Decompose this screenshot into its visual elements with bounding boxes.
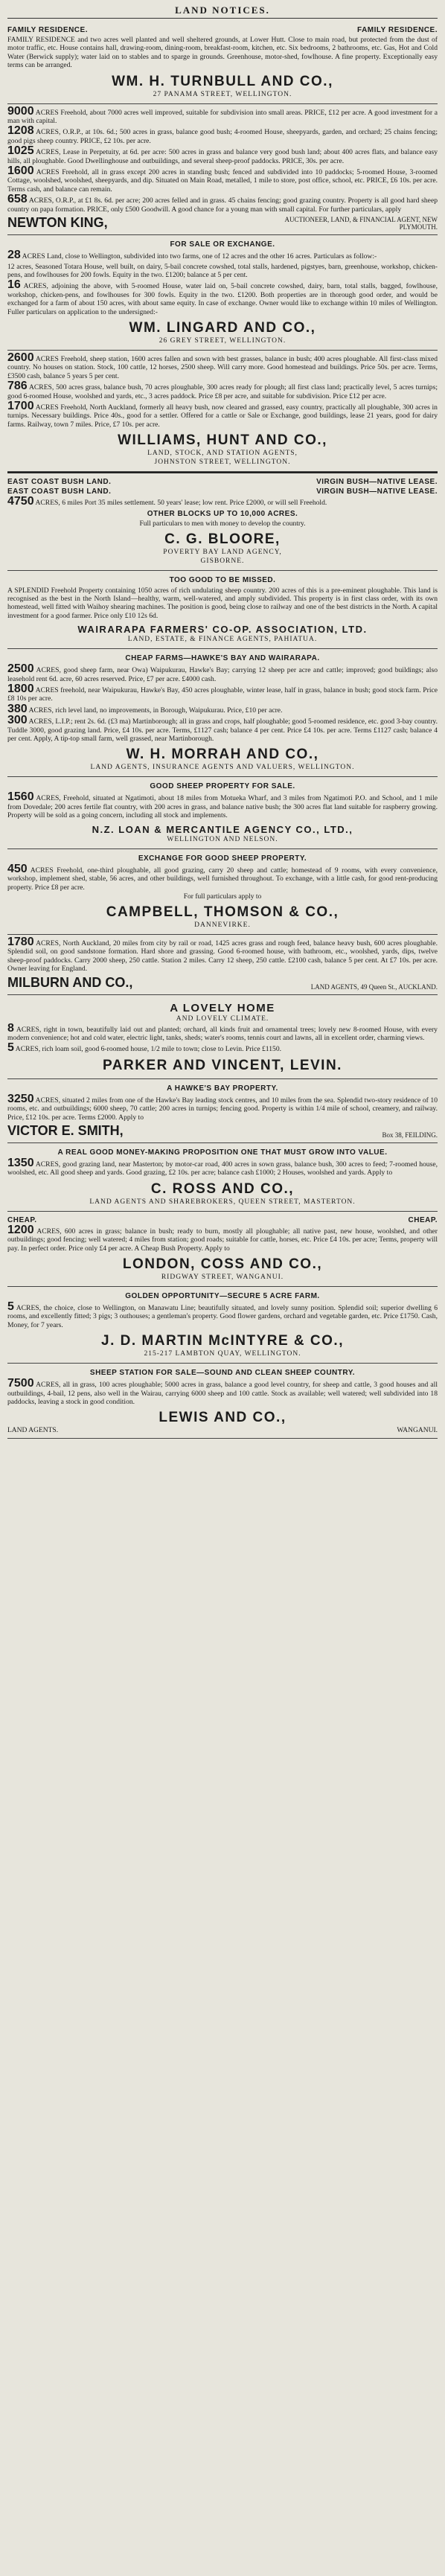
ad-lingard bbox=[7, 235, 438, 351]
ad-body-text: ACRES Freehold, all in grass except 200 acres in standing bush; fenced and subdivided into 10 paddocks; 5-roomed House, 3-roomed Cottage, woolshed, woolshed, sheepyards, and dip. Situated on Main Road, metalled, 1 mile to store, post office, school, etc. PRICE, £6 10s. per acre. Terms cash, and balance can remain. bbox=[7, 168, 438, 194]
ad-body-text: ACRES, the choice, close to Wellington, on Manawatu Line; beautifully situated, and lovely sunny position. Splendid soil; superior dwelling 6 rooms, and excellently fitted; 3 pigs; 3 outhouses; a gentleman's property. Good flower gardens, orchard and vegetable garden, etc. Price £1750. Cash, Money, for 7 years. bbox=[7, 1304, 438, 1329]
agent-address: LAND AGENTS, INSURANCE AGENTS AND VALUERS, WELLINGTON. bbox=[90, 764, 355, 772]
ad-subhead: SHEEP STATION FOR SALE—SOUND AND CLEAN SHEEP COUNTRY. bbox=[89, 1369, 356, 1378]
ad-paragraph bbox=[7, 251, 438, 261]
agent-info-right: WANGANUI. bbox=[397, 1427, 438, 1435]
acreage-figure: 5 bbox=[7, 1041, 14, 1055]
ad-heading-right: VIRGIN BUSH—NATIVE LEASE. bbox=[316, 488, 438, 496]
ad-body-text: ACRES, O.R.P., at 10s. 6d.; 500 acres in grass, balance good bush; 4-roomed House, sheepyards, garden, and orchard; 25 chains fencing; good pigs sheep country. PRICE, £2 10s. per acre. bbox=[7, 128, 438, 145]
ad-subhead: FOR SALE OR EXCHANGE. bbox=[170, 240, 275, 249]
ad-paragraph bbox=[7, 382, 438, 400]
ad-subtitle: AND LOVELY CLIMATE. bbox=[176, 1014, 269, 1023]
acreage-figure: 658 bbox=[7, 193, 28, 206]
agent-name: LONDON, COSS AND CO., bbox=[122, 1256, 323, 1272]
acreage-figure: 380 bbox=[7, 702, 28, 715]
acreage-figure: 2600 bbox=[7, 351, 34, 364]
acreage-figure: 1800 bbox=[7, 683, 34, 696]
ad-paragraph bbox=[7, 1223, 438, 1253]
ad-paragraph bbox=[7, 36, 438, 70]
agent-name: PARKER AND VINCENT, LEVIN. bbox=[103, 1057, 342, 1073]
ad-body-text: FAMILY RESIDENCE and two acres well planted and well sheltered grounds, at Lower Hutt. Close to main road, but protected from the dust of motor traffic, etc. House contains hall, drawing-room, dining-room, breakfast-room, kitchen, etc. Six bedrooms, 2 bathrooms, etc. Gas, Hot and Cold Water (Berwick supply); water laid on to stables and to sparge in grounds. Greenhouse, motor-shed, fowlhouse. A fine property. Exceptionally easy terms can be arranged. bbox=[7, 36, 438, 70]
agent-name: CAMPBELL, THOMSON & CO., bbox=[106, 904, 339, 920]
ad-paragraph bbox=[7, 164, 438, 194]
ad-subhead: A REAL GOOD MONEY-MAKING PROPOSITION ONE THAT MUST GROW INTO VALUE. bbox=[57, 1148, 388, 1157]
ad-body-text: ACRES, 600 acres in grass; balance in bush; ready to burn, mostly all ploughable; all native past, new house, woolshed, and other outbuildings; good fencing; well watered; 4 miles from station; good roads; suitable for cattle, horses, etc. Price £4 10s. per acre; Terms, property will pay. In perfect order. Price only £4 per acre. A Cheap Bush Property. Apply to bbox=[7, 1227, 438, 1253]
ad-paragraph bbox=[7, 790, 438, 820]
acreage-figure: 2500 bbox=[7, 662, 34, 676]
ad-body-text: ACRES, L.I.P.; rent 2s. 6d. (£3 ma) Martinborough; all in grass and crops, half ploughable; good 5-roomed residence, etc. good 3-bay country. Tuddle 3000, good grazing land. Price, £4 10s. per acre. Terms, £1127 cash; balance 4 per cent. Price £4 10s. per acre. Terms £1127 cash; balance 4 per cent. Apply, A tip-top small farm, well grassed, near Martinborough. bbox=[7, 717, 438, 744]
ad-signature bbox=[7, 975, 438, 991]
agent-name: WM. LINGARD AND CO., bbox=[129, 319, 316, 336]
agent-address: LAND AGENTS AND SHAREBROKERS, QUEEN STREET, MASTERTON. bbox=[89, 1198, 356, 1206]
acreage-figure: 5 bbox=[7, 1300, 14, 1313]
ad-body-text: A SPLENDID Freehold Property containing 1050 acres of rich undulating sheep country. 200 acres of this is a pre-eminent ploughable. This land is recognised as the best in the North Island—healthy, warm, well-watered, and amply subdivided. This property is in first class order, with its own homestead, well fitted with Waihoy shearing machines. The position is good, being close to railway and one of the best districts in the North. A capital investment for a good farmer. Price only £10 12s 6d. bbox=[7, 586, 438, 620]
ad-body-text: ACRES, adjoining the above, with 5-roomed House, water laid on, 5-bail concrete cowshed, dairy, barn, total stalls, bagged, fowlhouse, workshop, chicken-pens, and fowlhouses for 300 fowls. Equity in the two. £1200. Both properties are in thorough good order, and would be exchanged for a farm of about 150 acres, with about same equity. In case of exchange. Owner would like to exchange within 10 miles of Wellington. Fuller particulars on application to the undersigned:- bbox=[7, 282, 438, 316]
ad-paragraph bbox=[7, 263, 438, 280]
ad-paragraph bbox=[7, 399, 438, 429]
agent-address: WELLINGTON AND NELSON. bbox=[167, 835, 278, 843]
agent-info bbox=[7, 1427, 438, 1434]
ad-smith bbox=[7, 1079, 438, 1143]
ad-turnbull bbox=[7, 22, 438, 104]
ad-paragraph bbox=[7, 662, 438, 683]
ad-heading-left: EAST COAST BUSH LAND. bbox=[7, 478, 112, 487]
ad-morrah bbox=[7, 649, 438, 777]
ad-campbell bbox=[7, 849, 438, 935]
agent-address-line: GISBORNE. bbox=[200, 557, 245, 565]
ad-paragraph bbox=[7, 124, 438, 145]
ad-subhead: EXCHANGE FOR GOOD SHEEP PROPERTY. bbox=[138, 854, 307, 863]
acreage-figure: 4750 bbox=[7, 495, 34, 508]
ad-body-text: 12 acres, Seasoned Totara House, well built, on dairy, 5-bail concrete cowshed, total stalls, hardened, pigstyes, barn, greenhouse, workshop, chicken-pens, and fowlhouses for 200 fowls. Equity in the two. £1200; balance at 5 per cent. bbox=[7, 262, 438, 279]
section-header: LAND NOTICES. bbox=[7, 4, 438, 19]
acreage-figure: 1600 bbox=[7, 164, 34, 178]
ad-heading-row bbox=[7, 478, 438, 486]
ad-heading-left: EAST COAST BUSH LAND. bbox=[7, 488, 112, 496]
ad-bloore bbox=[7, 472, 438, 570]
ad-paragraph bbox=[7, 1300, 438, 1329]
ad-body-text: ACRES, right in town, beautifully laid out and planted; orchard, all kinds fruit and ornamental trees; lovely new 8-roomed House, with every modern convenience; hot and cold water, electric light, tanks, sheds; water's rooms, tennis court and lawns, all in excellent order, charming views. bbox=[7, 1025, 438, 1042]
ad-note: Full particulars to men with money to develop the country. bbox=[139, 520, 306, 528]
ad-heading-right: VIRGIN BUSH—NATIVE LEASE. bbox=[316, 478, 438, 487]
ad-lewis bbox=[7, 1364, 438, 1439]
ad-subhead bbox=[7, 1216, 438, 1224]
ad-nzloan bbox=[7, 777, 438, 848]
agent-name: C. ROSS AND CO., bbox=[150, 1180, 295, 1197]
ad-body-text: ACRES Freehold, about 7000 acres well improved, suitable for subdivision into small areas. PRICE, £12 per acre. A good investment for a man with capital. bbox=[7, 108, 438, 126]
agent-address: 215-217 LAMBTON QUAY, WELLINGTON. bbox=[144, 1350, 301, 1358]
ad-body-text: ACRES, 500 acres grass, balance bush, 70 acres ploughable, 300 acres ready for plough; all first class land; practically level, 5 acres turnips; good 6-roomed House, woolshed and yards, etc., 3 acres paddock. Price £8 per acre, and suitable for subdivision. Price £12 per acre. bbox=[7, 383, 438, 400]
ad-paragraph bbox=[7, 935, 438, 974]
agent-address-line: LAND, STOCK, AND STATION AGENTS, bbox=[147, 450, 298, 458]
ad-paragraph bbox=[7, 702, 438, 715]
ad-note: For full particulars apply to bbox=[183, 892, 262, 901]
acreage-figure: 9000 bbox=[7, 104, 34, 118]
ad-wairarapa bbox=[7, 571, 438, 650]
ad-paragraph bbox=[7, 1379, 438, 1406]
ad-paragraph bbox=[7, 1043, 438, 1053]
ad-subhead-right: FAMILY RESIDENCE. bbox=[357, 26, 438, 34]
agent-info: Box 38, FEILDING. bbox=[382, 1131, 438, 1139]
ad-newton bbox=[7, 104, 438, 235]
ad-heading-row bbox=[7, 488, 438, 496]
acreage-figure: 1700 bbox=[7, 399, 34, 412]
ad-subhead: A HAWKE'S BAY PROPERTY. bbox=[167, 1084, 278, 1093]
acreage-figure: 16 bbox=[7, 278, 21, 292]
ad-body-text: ACRES freehold, near Waipukurau, Hawke's Bay, 450 acres ploughable, winter lease, half in grass, balance in bush; good stock farm. Price £8 10s per acre. bbox=[7, 686, 438, 703]
agent-name: J. D. MARTIN McINTYRE & CO., bbox=[101, 1333, 344, 1349]
agent-info: AUCTIONEER, LAND, & FINANCIAL AGENT, NEW PLYMOUTH. bbox=[284, 216, 438, 231]
agent-name: WAIRARAPA FARMERS' CO-OP. ASSOCIATION, LTD. bbox=[77, 624, 368, 636]
agent-name: WILLIAMS, HUNT AND CO., bbox=[118, 432, 327, 449]
ads-container bbox=[7, 22, 438, 1439]
agent-info-left: LAND AGENTS. bbox=[7, 1427, 59, 1435]
ad-body-text: ACRES, all in grass, 100 acres ploughable; 5000 acres in grass, balance a good level country, for sheep and cattle, 3 good houses and all outbuildings, 4-bail, 12 pens, also well in the Wairau, carrying 6000 sheep and 100 cattle. Stock as available; well watered; well subdivided into 18 paddocks, leaving a stock in good condition. bbox=[7, 1381, 438, 1407]
acreage-figure: 1780 bbox=[7, 935, 34, 948]
acreage-figure: 786 bbox=[7, 380, 28, 393]
acreage-figure: 1200 bbox=[7, 1223, 34, 1236]
ad-subhead bbox=[7, 26, 438, 34]
ad-paragraph bbox=[7, 195, 438, 214]
agent-name: C. G. BLOORE, bbox=[164, 531, 281, 547]
acreage-figure: 1350 bbox=[7, 1156, 34, 1169]
ad-body-text: ACRES, 6 miles Port 35 miles settlement. 50 years' lease; low rent. Price £2000, or will sell Freehold. bbox=[35, 499, 327, 508]
ad-body-text: ACRES Land, close to Wellington, subdivided into two farms, one of 12 acres and the other 16 acres. Particulars as follow:- bbox=[22, 252, 377, 261]
agent-address: LAND, ESTATE, & FINANCE AGENTS, PAHIATUA. bbox=[127, 636, 318, 644]
agent-name: WM. H. TURNBULL AND CO., bbox=[112, 73, 333, 89]
ad-parker bbox=[7, 995, 438, 1079]
agent-info: LAND AGENTS, 49 Queen St., AUCKLAND. bbox=[310, 982, 438, 991]
acreage-figure: 1560 bbox=[7, 790, 34, 804]
agent-name: N.Z. LOAN & MERCANTILE AGENCY CO., LTD., bbox=[92, 823, 353, 835]
ad-paragraph bbox=[7, 1021, 438, 1043]
ad-subhead: TOO GOOD TO BE MISSED. bbox=[169, 575, 276, 584]
ad-signature bbox=[7, 215, 438, 231]
acreage-figure: 1208 bbox=[7, 124, 34, 138]
ad-williams bbox=[7, 351, 438, 472]
acreage-figure: 450 bbox=[7, 862, 28, 875]
agent-address-line: JOHNSTON STREET, WELLINGTON. bbox=[154, 458, 291, 467]
ad-paragraph bbox=[7, 1156, 438, 1177]
ad-body-text: ACRES, O.R.P., at £1 8s. 6d. per acre; 200 acres felled and in grass. 45 chains fencing; good grazing country. Property is all good hard sheep country on papa formation. PRICE, only £500 Goodwill. A good chance for a young man with small capital. For further particulars, apply bbox=[7, 196, 438, 214]
ad-subhead-left: CHEAP. bbox=[7, 1215, 37, 1224]
ad-ross bbox=[7, 1143, 438, 1212]
ad-body-text: ACRES Freehold, North Auckland, formerly all heavy bush, now cleared and grassed, easy country, practically all ploughable, 300 acres in turnips. Necessary buildings. Price 40s., good for a settler. Offered for a cattle or Sale or Exchange, good buildings, lease 21 years, good for dairy farms. Railway, town 7 miles. Price, £7 10s. per acre. bbox=[7, 403, 438, 429]
acreage-figure: 3250 bbox=[7, 1092, 34, 1105]
ad-body-text: ACRES, Freehold, situated at Ngatimoti, about 18 miles from Motueka Wharf, and 3 miles from Ngatimoti P.O. and School, and 1 mile from Dovedale; 200 acres fertile flat country, with 200 acres in grass, and balance native bush; the 300 acres flat land suitable for raspberry growing. Property will be sold as a going concern, including all stock and implements. bbox=[7, 794, 438, 820]
ad-subhead: CHEAP FARMS—HAWKE'S BAY AND WAIRARAPA. bbox=[125, 654, 320, 663]
ad-body-text: ACRES, rich level land, no improvements, in Borough, Waipukurau. Price, £10 per acre. bbox=[28, 706, 283, 715]
ad-paragraph bbox=[7, 104, 438, 126]
ad-paragraph bbox=[7, 685, 438, 703]
acreage-figure: 7500 bbox=[7, 1377, 34, 1390]
ad-body-text: ACRES Freehold, one-third ploughable, all good grazing, carry 20 sheep and cattle; homestead of 9 rooms, with every convenience, workshop, implement shed, stable, 56 acres, and other buildings, well furnished throughout. To exchange, with a little cash, for good rent-producing property. Price £8 per acre. bbox=[7, 866, 438, 892]
agent-address: 27 PANAMA STREET, WELLINGTON. bbox=[153, 90, 292, 98]
agent-name: VICTOR E. SMITH, bbox=[7, 1122, 124, 1138]
ad-subhead: GOLDEN OPPORTUNITY—SECURE 5 ACRE FARM. bbox=[125, 1292, 320, 1300]
ad-body-text: ACRES, situated 2 miles from one of the Hawke's Bay leading stock centres, and 10 miles from the sea. Splendid two-story residence of 10 rooms, etc. and outbuildings; 6000 sheep, 70 cattle; 200 acres in turnips; fencing good. Property is within 1/4 mile of school, creamery, and railway. Price, £12 10s. per acre. Terms £2000. Apply to bbox=[7, 1096, 438, 1122]
ad-title: A LOVELY HOME bbox=[170, 1001, 275, 1014]
ad-martin bbox=[7, 1287, 438, 1364]
ad-paragraph bbox=[7, 497, 438, 507]
ad-body-text: ACRES, good grazing land, near Masterton; by motor-car road, 400 acres in sown grass, balance bush, 300 acres to feed; 7-roomed house, woolshed, etc. All good sheep and yards. Good grazing, £2 10s. per acre; balance cash £1000; 2 Houses, woolshed and yards. Apply to bbox=[7, 1160, 438, 1177]
agent-name: NEWTON KING, bbox=[7, 215, 108, 231]
ad-signature bbox=[7, 1123, 438, 1139]
ad-body-text: ACRES, North Auckland, 20 miles from city by rail or road, 1425 acres grass and rough feed, balance heavy bush, 600 acres ploughable. Splendid soil, on good sandstone formation. Hard shore and grassing. Good 6-roomed house, with bathroom, etc., woolshed, yards, dips, twelve sheep-proof paddocks. Carry 2000 sheep, 250 cattle. Station 2 miles. Carry 12 sheep, 250 cattle. £2100 cash, balance 5 per cent. At £7 10s. per acre. Owner leaving for England. bbox=[7, 939, 438, 974]
ad-subhead-right: CHEAP. bbox=[408, 1215, 438, 1224]
agent-name: W. H. MORRAH AND CO., bbox=[126, 747, 319, 763]
ad-subhead: GOOD SHEEP PROPERTY FOR SALE. bbox=[150, 782, 295, 791]
agent-address: RIDGWAY STREET, WANGANUI. bbox=[161, 1273, 284, 1281]
agent-address: 26 GREY STREET, WELLINGTON. bbox=[159, 336, 286, 345]
land-notices-column bbox=[7, 4, 438, 1439]
ad-subhead-left: FAMILY RESIDENCE. bbox=[7, 26, 88, 34]
ad-paragraph bbox=[7, 144, 438, 165]
ad-paragraph bbox=[7, 278, 438, 316]
agent-name: LEWIS AND CO., bbox=[159, 1410, 286, 1426]
acreage-figure: 8 bbox=[7, 1021, 14, 1035]
ad-paragraph bbox=[7, 1092, 438, 1122]
ad-body-text: ACRES, rich loam soil, good 6-roomed house, 1/2 mile to town; close to Levin. Price £1150. bbox=[15, 1045, 282, 1054]
agent-address: DANNEVIRKE. bbox=[194, 921, 251, 929]
ad-london bbox=[7, 1212, 438, 1287]
ad-body-text: ACRES, Lease in Perpetuity, at 6d. per acre: 500 acres in grass and balance very good bush land; about 400 acres flats, and balance easy hills, all ploughable. Good Dwellinghouse and outbuildings, and several sheep-proof paddocks. PRICE, 30s. per acre. bbox=[7, 148, 438, 165]
ad-body-text: ACRES Freehold, sheep station, 1600 acres fallen and sown with best grasses, balance in bush; 400 acres ploughable. All first-class mixed country. No houses on station. Stock, 100 cattle, 12 horses, 2500 sheep. Will carry more. Good homestead and buildings. Price 50s. per acre. Terms, £3500 cash, balance 5 years 5 per cent. bbox=[7, 354, 438, 380]
ad-paragraph bbox=[7, 716, 438, 743]
acreage-figure: 300 bbox=[7, 714, 28, 727]
ad-paragraph bbox=[7, 587, 438, 621]
agent-name: MILBURN AND CO., bbox=[7, 974, 133, 990]
acreage-figure: 1025 bbox=[7, 144, 34, 158]
acreage-figure: 28 bbox=[7, 249, 21, 262]
agent-address-line: POVERTY BAY LAND AGENCY, bbox=[163, 548, 282, 556]
ad-paragraph bbox=[7, 351, 438, 380]
ad-body-text: ACRES, good sheep farm, near Owa) Waipukurau, Hawke's Bay; carrying 12 sheep per acre and cattle; improved; good buildings; also leasehold rent 6d. acre, 60 acres reserved. Price, £7 per acre. £4000 cash. bbox=[7, 666, 438, 683]
ad-milburn bbox=[7, 935, 438, 995]
ad-paragraph bbox=[7, 862, 438, 892]
ad-other-blocks: OTHER BLOCKS UP TO 10,000 ACRES. bbox=[147, 509, 298, 518]
